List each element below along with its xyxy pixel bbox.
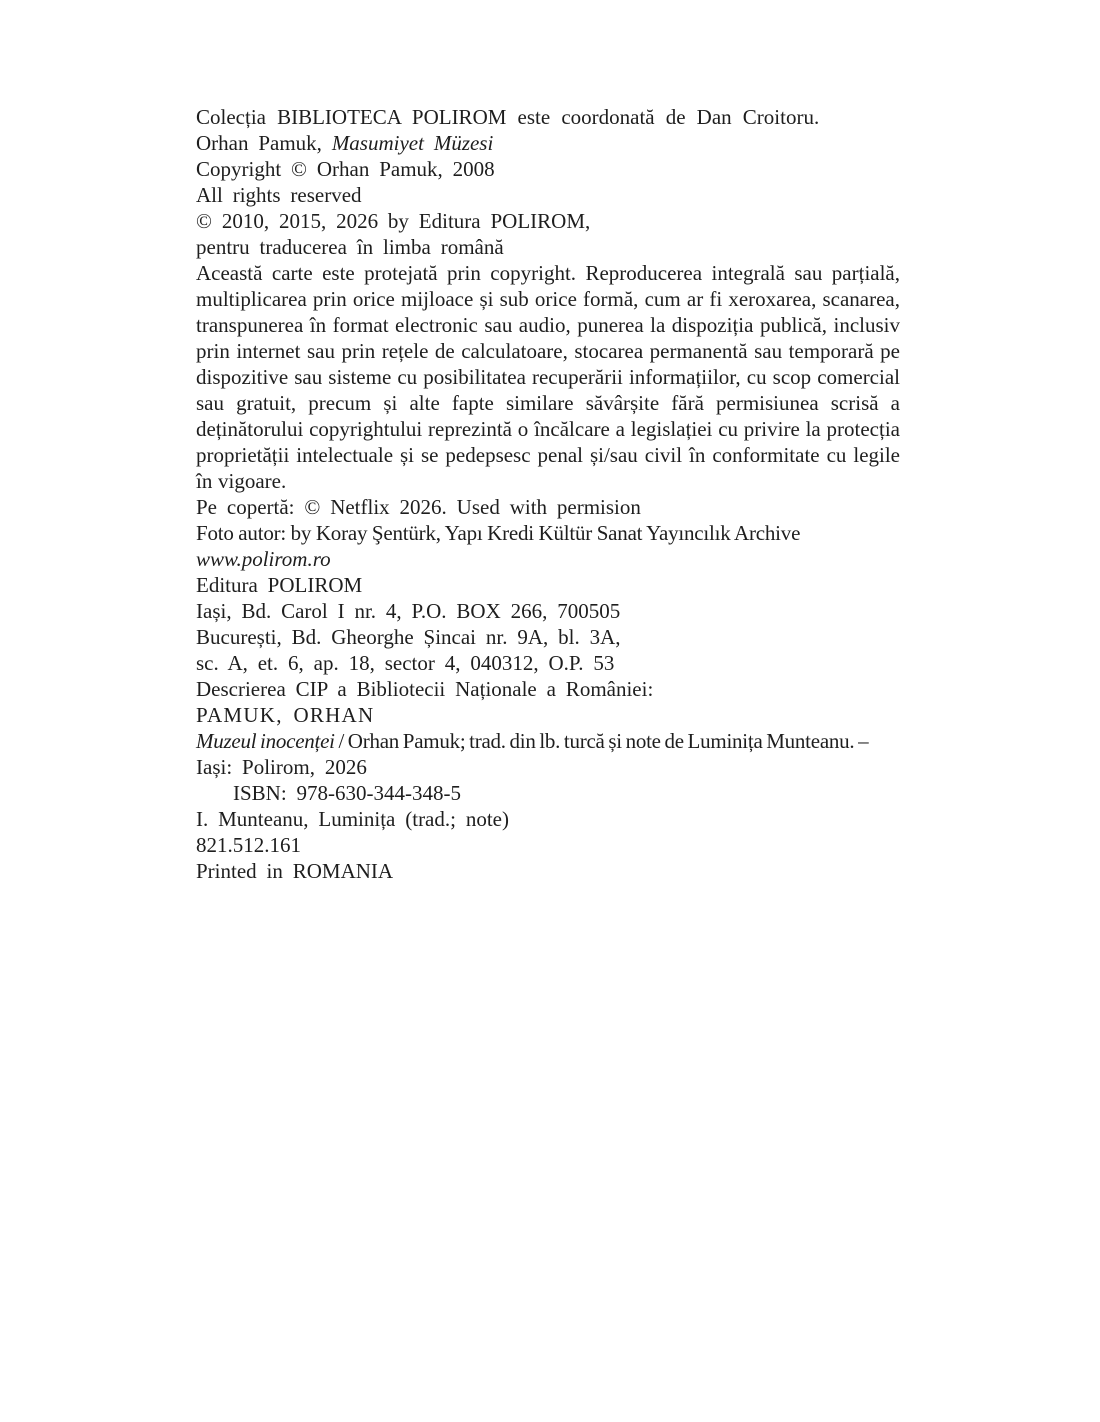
cip-entry — [196, 728, 900, 780]
book-title-romanian: Muzeul inocenței — [196, 729, 335, 753]
translation-line: pentru traducerea în limba română — [196, 235, 504, 259]
publisher-address-iasi: Iași, Bd. Carol I nr. 4, P.O. BOX 266, 700505 — [196, 599, 621, 623]
rights-line: All rights reserved — [196, 183, 362, 207]
cip-heading: Descrierea CIP a Bibliotecii Naționale a României: — [196, 677, 654, 701]
cip-entry-line2: Iași: Polirom, 2026 — [196, 755, 367, 779]
copyright-block — [196, 130, 900, 260]
printed-in-line: Printed in ROMANIA — [196, 859, 394, 883]
publisher-address-bucuresti: București, Bd. Gheorghe Șincai nr. 9A, bl. 3A, — [196, 625, 621, 649]
author-photo-credit: Foto autor: by Koray Şentürk, Yapı Kredi Kültür Sanat Yayıncılık Archive — [196, 521, 801, 545]
credits-block — [196, 494, 900, 546]
publisher-name: Editura POLIROM — [196, 573, 363, 597]
udc-index: 821.512.161 — [196, 833, 301, 857]
original-title-line — [196, 130, 900, 156]
translator-note: I. Munteanu, Luminița (trad.; note) — [196, 807, 509, 831]
publisher-address-detail: sc. A, et. 6, ap. 18, sector 4, 040312, O.P. 53 — [196, 651, 615, 675]
cover-credit: Pe copertă: © Netflix 2026. Used with permision — [196, 495, 641, 519]
cip-entry-line1 — [196, 728, 900, 754]
publisher-website: www.polirom.ro — [196, 547, 331, 571]
original-title: Masumiyet Müzesi — [331, 131, 494, 155]
cip-entry-description: / Orhan Pamuk; trad. din lb. turcă și note de Luminița Munteanu. – — [334, 729, 869, 753]
legal-notice: Această carte este protejată prin copyright. Reproducerea integrală sau parțială, multiplicarea prin orice mijloace și sub orice formă, cum ar fi xeroxarea, scanarea, transpunerea în format electronic sau audio, punerea la dispoziția publică, inclusiv prin internet sau prin rețele de calculatoare, stocarea permanentă sau temporară pe dispozitive sau sisteme cu posibilitatea recuperării informațiilor, cu scop comercial sau gratuit, precum și alte fapte similare săvârșite fără permisiunea scrisă a deținătorului copyrightului reprezintă o încălcare a legislației cu privire la protecția proprietății intelectuale și se pedepsesc penal și/sau civil în conformitate cu legile în vigoare. — [196, 261, 900, 493]
cip-author-heading: PAMUK, ORHAN — [196, 703, 375, 727]
author-name: Orhan Pamuk, — [196, 131, 332, 155]
collection-note: Colecția BIBLIOTECA POLIROM este coordonată de Dan Croitoru. — [196, 105, 820, 129]
isbn-line: ISBN: 978-630-344-348-5 — [233, 781, 462, 805]
publisher-block — [196, 572, 900, 676]
edition-copyright-line: © 2010, 2015, 2026 by Editura POLIROM, — [196, 209, 591, 233]
copyright-line: Copyright © Orhan Pamuk, 2008 — [196, 157, 495, 181]
